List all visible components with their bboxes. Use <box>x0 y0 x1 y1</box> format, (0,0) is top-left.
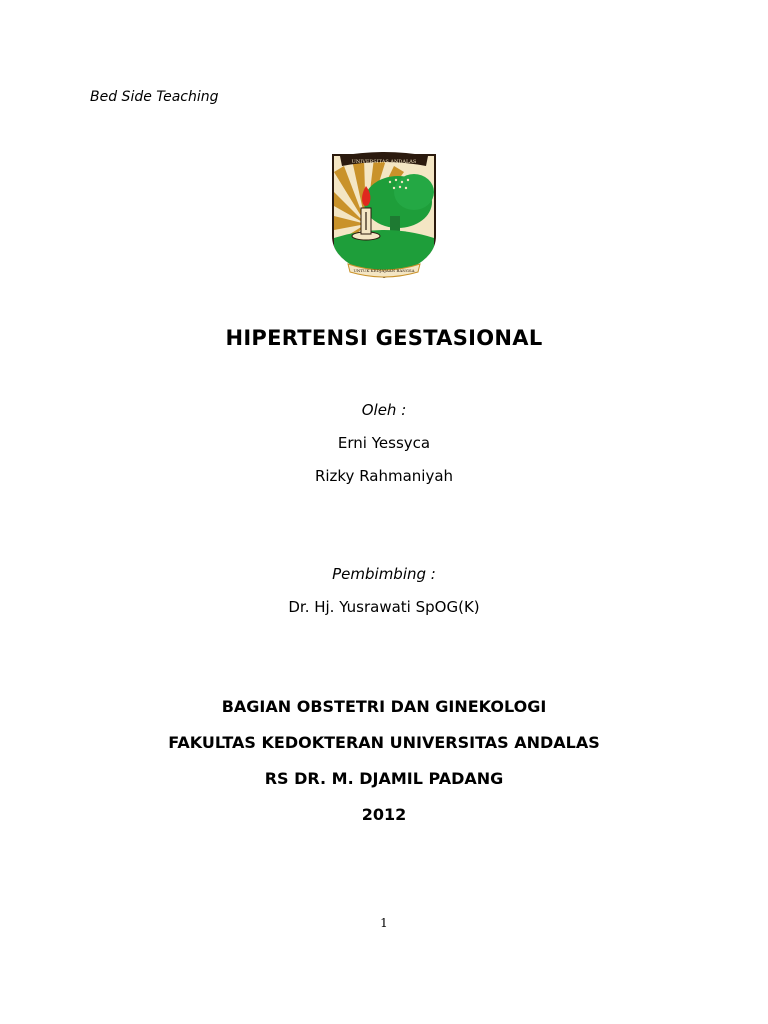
faculty-name: FAKULTAS KEDOKTERAN UNIVERSITAS ANDALAS <box>168 733 600 752</box>
department-name: BAGIAN OBSTETRI DAN GINEKOLOGI <box>221 697 547 716</box>
seal-top-text: UNIVERSITAS ANDALAS <box>351 159 417 165</box>
document-year: 2012 <box>361 805 407 824</box>
page-number: 1 <box>380 916 388 930</box>
supervisor-name: Dr. Hj. Yusrawati SpOG(K) <box>288 598 480 616</box>
university-seal-icon <box>330 152 438 280</box>
seal-bottom-text: UNTUK KEDJAJAAN BANGSA <box>353 268 415 273</box>
authors-label: Oleh : <box>361 401 407 419</box>
author-name: Erni Yessyca <box>337 434 431 452</box>
supervisor-label: Pembimbing : <box>332 565 436 583</box>
author-name: Rizky Rahmaniyah <box>314 467 454 485</box>
document-title: HIPERTENSI GESTASIONAL <box>225 326 543 350</box>
header-label: Bed Side Teaching <box>90 89 219 105</box>
hospital-name: RS DR. M. DJAMIL PADANG <box>264 769 504 788</box>
